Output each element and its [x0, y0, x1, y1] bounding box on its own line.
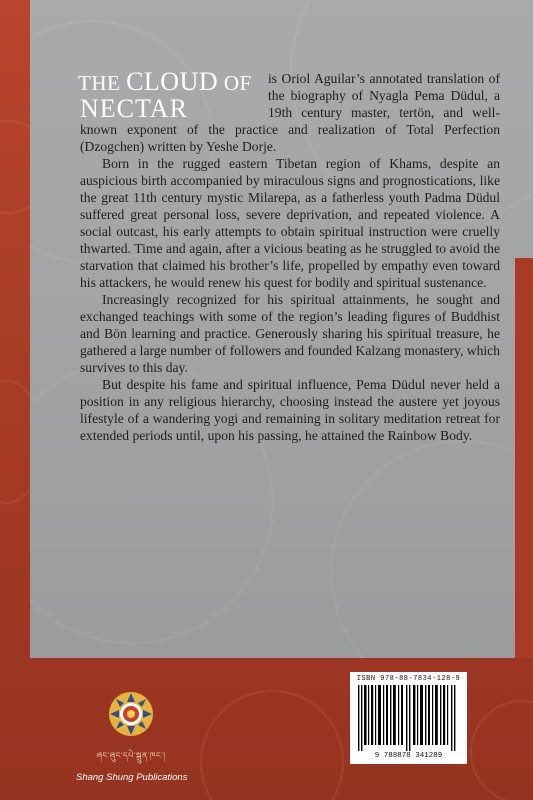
publisher-tibetan-text: ཞང་ཞུང་དཔེ་སྐྲུན་ཁང་།: [96, 751, 166, 760]
isbn-text: ISBN 978-88-7834-128-9: [356, 675, 461, 683]
barcode-bars: [356, 685, 461, 751]
ornament: [200, 690, 344, 800]
red-side-strip: [515, 258, 533, 658]
title-cloud: CLOUD: [126, 67, 219, 96]
paragraph-4: But despite his fame and spiritual influence, Pema Düdul never held a position in any religious hierarchy, choosing instead the austere yet joyous lifestyle of a wandering yogi and remaining in solitary meditation retreat for extended periods until, upon his passing, he attained the Rainbow Body.: [80, 377, 500, 443]
paragraph-1: is Oriol Aguilar’s annotated translation of the biography of Nyagla Pema Düdul, a 19th century master, tertön, and well-known exponent of the practice and realization of Total Perfection (Dzogchen) written by Yeshe Dorje.: [80, 71, 500, 154]
publisher-logo-icon: [107, 690, 155, 738]
paragraph-3: Increasingly recognized for his spiritual attainments, he sought and exchanged teachings with some of the region’s leading figures of Buddhist and Bön learning and practice. Generously sharing his spiritual treasure, he gathered a large number of followers and founded Kalzang monastery, which survives to this day.: [80, 292, 500, 375]
paragraph-2: Born in the rugged eastern Tibetan region of Khams, despite an auspicious birth accompanied by miraculous signs and prognostications, like the great 11th century mystic Milarepa, as a fatherless youth Padma Düdul suffered great personal loss, severe deprivation, and repeated violence. A social outcast, his early attempts to obtain spiritual instruction were cruelly thwarted. Time and again, after a vicious beating as he struggled to avoid the starvation that claimed his brother’s life, propelled by empathy even toward his attackers, he would renew his quest for bodily and spiritual sustenance.: [80, 156, 500, 290]
title-line-2: NECTAR: [80, 94, 188, 123]
barcode-number: 9 788878 341289: [374, 752, 443, 760]
title-space: [80, 70, 268, 121]
title-of: OF: [218, 71, 252, 95]
panel-pattern: [330, 440, 533, 658]
blurb-text: [80, 70, 500, 444]
barcode: [350, 672, 467, 764]
ornament: [470, 700, 533, 800]
publisher-logo-block: [76, 690, 186, 783]
publisher-name: Shang Shung Publications: [76, 772, 188, 783]
title-the: THE: [78, 71, 127, 95]
